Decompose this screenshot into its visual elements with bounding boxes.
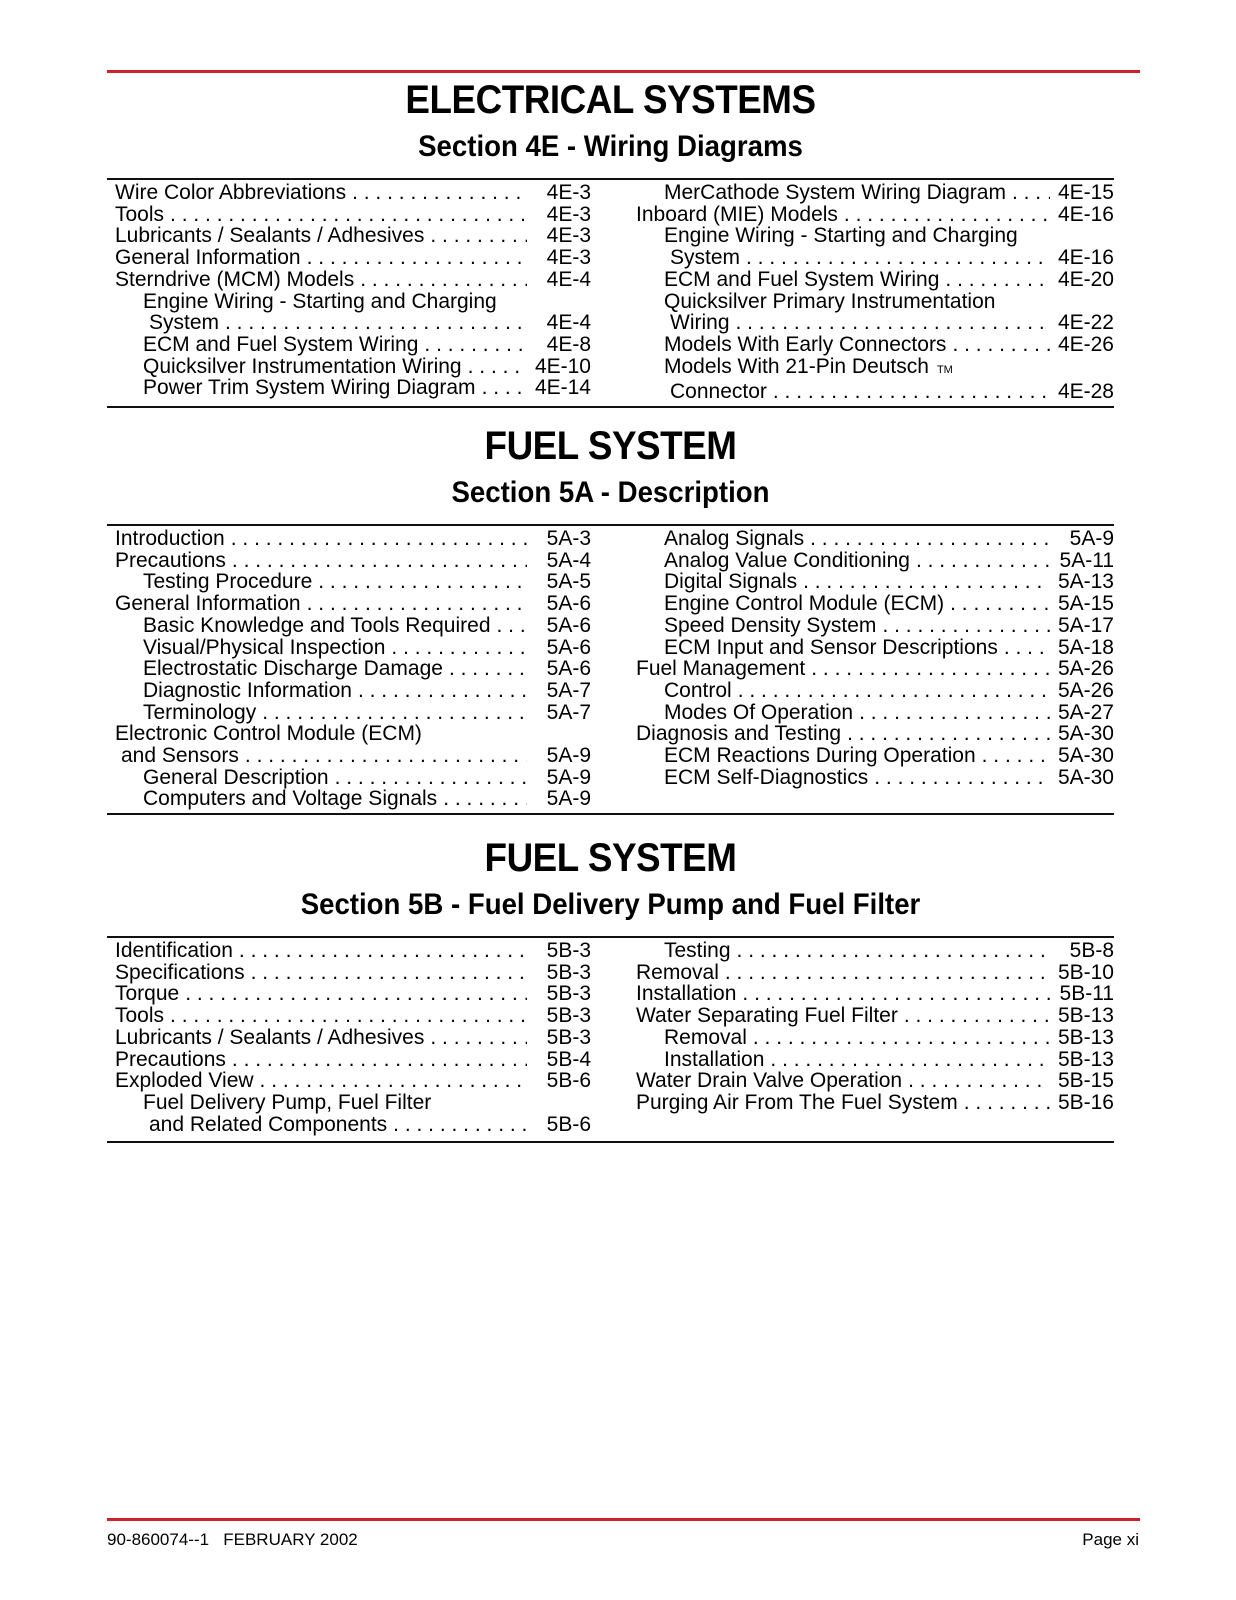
toc-entry[interactable] (636, 983, 1114, 1005)
dot-leader (844, 204, 1050, 226)
toc-entry[interactable] (115, 702, 591, 724)
toc-entry-page: 5A-5 (546, 570, 591, 594)
toc-entry-title: System (149, 311, 220, 335)
toc-entry-title: Testing (664, 939, 731, 962)
toc-entry[interactable] (115, 983, 591, 1005)
toc-entry-title: ECM and Fuel System Wiring (664, 267, 940, 291)
toc-entry-title: Installation (664, 1047, 765, 1071)
toc-entry[interactable] (636, 745, 1114, 767)
footer-doc-info (107, 1530, 358, 1550)
dot-leader (964, 1092, 1050, 1114)
toc-entry-page: 5A-4 (546, 548, 591, 572)
toc-entry-page: 5B-3 (546, 1025, 591, 1049)
doc-number: 90-860074--1 (107, 1530, 210, 1549)
dot-leader (225, 312, 527, 334)
toc-entry-page: 5A-30 (1057, 722, 1114, 746)
toc-entry-title: Engine Wiring - Starting and Charging (664, 224, 1018, 248)
toc-entry-title: Exploded View (115, 1069, 254, 1093)
toc-entry[interactable] (636, 658, 1114, 680)
toc-entry-title: ECM Reactions During Operation (664, 744, 976, 768)
toc-entry-title: General Description (143, 765, 329, 789)
toc-entry-title: General Information (115, 592, 301, 616)
toc-entry[interactable] (115, 745, 591, 767)
section-title: Section 4E - Wiring Diagrams (418, 130, 803, 163)
toc-entry[interactable] (115, 334, 591, 356)
toc-entry[interactable] (636, 767, 1114, 789)
toc-entry-title: System (670, 246, 741, 270)
toc-entry[interactable] (636, 182, 1114, 204)
toc-entry-page: 4E-3 (546, 224, 591, 248)
dot-leader (443, 788, 527, 810)
section-rule (107, 1141, 1114, 1143)
dot-leader (239, 940, 527, 962)
toc-right-column (636, 528, 1114, 810)
footer-red-rule (107, 1518, 1140, 1521)
toc-entry-title: Visual/Physical Inspection (143, 635, 386, 659)
toc-entry[interactable] (115, 269, 591, 291)
dot-leader (847, 723, 1050, 745)
toc-entry[interactable] (636, 1005, 1114, 1027)
toc-entry-page: 5B-3 (546, 982, 591, 1006)
toc-entry-title: Analog Signals (664, 527, 805, 550)
toc-entry-title: ECM Self-Diagnostics (664, 765, 869, 789)
dot-leader (803, 571, 1050, 593)
toc-entry[interactable] (115, 528, 591, 550)
dot-leader (360, 269, 527, 291)
toc-entry[interactable] (636, 962, 1114, 984)
toc-entry-title: Lubricants / Sealants / Adhesives (115, 1025, 425, 1049)
toc-entry[interactable] (636, 637, 1114, 659)
dot-leader (185, 983, 527, 1005)
toc-entry-page: 4E-20 (1057, 267, 1114, 291)
dot-leader (318, 571, 527, 593)
toc-entry[interactable] (115, 962, 591, 984)
toc-entry-title: Testing Procedure (143, 570, 313, 594)
chapter-title: FUEL SYSTEM (484, 836, 737, 880)
toc-entry-page: 4E-8 (546, 332, 591, 356)
page-number: Page xi (1082, 1530, 1139, 1549)
dot-leader (170, 204, 527, 226)
toc-entry-title: Engine Control Module (ECM) (664, 592, 945, 616)
toc-entry-page: 5A-6 (546, 592, 591, 616)
toc-entry-page: 5B-16 (1057, 1090, 1114, 1114)
toc-entry-page: 5A-7 (546, 678, 591, 702)
dot-leader (737, 940, 1050, 962)
toc-entry-page: 4E-4 (546, 311, 591, 335)
toc-right-column (636, 940, 1114, 1135)
dot-leader (449, 658, 527, 680)
dot-leader (430, 1027, 527, 1049)
toc-entry[interactable] (115, 593, 591, 615)
toc-entry-page: 5A-6 (546, 635, 591, 659)
toc-entry[interactable] (115, 225, 591, 247)
section-title: Section 5B - Fuel Delivery Pump and Fuel Filter (300, 888, 921, 921)
toc-entry-title: Lubricants / Sealants / Adhesives (115, 224, 425, 248)
toc-entry[interactable] (115, 940, 591, 962)
toc-section-4e (107, 78, 1114, 408)
dot-leader (746, 247, 1050, 269)
toc-entry[interactable] (115, 571, 591, 593)
dot-leader (738, 680, 1050, 702)
dot-leader (335, 767, 527, 789)
toc-entry-title: Sterndrive (MCM) Models (115, 267, 355, 291)
toc-entry-title: Models With 21-Pin Deutsch (664, 354, 929, 378)
dot-leader (262, 702, 527, 724)
toc-entry[interactable] (636, 1049, 1114, 1071)
toc-entry-page: 5A-27 (1057, 700, 1114, 724)
dot-leader (982, 745, 1050, 767)
dot-leader (859, 702, 1050, 724)
toc-entry-page: 5A-11 (1059, 548, 1114, 572)
toc-section-5b (107, 836, 1114, 1143)
toc-entry-title: Specifications (115, 960, 245, 984)
toc-entry-page: 5A-9 (1069, 527, 1114, 550)
toc-entry-title: Tools (115, 202, 165, 226)
toc-entry-page: 5A-7 (546, 700, 591, 724)
toc-entry[interactable] (115, 312, 591, 334)
dot-leader (736, 312, 1050, 334)
toc-entry-page: 5B-3 (546, 960, 591, 984)
dot-leader (260, 1070, 527, 1092)
toc-entry-page: 5B-15 (1057, 1069, 1114, 1093)
toc-entry-page: 4E-16 (1057, 202, 1114, 226)
trademark-mark: TM (936, 363, 953, 376)
toc-entry-page: 4E-10 (534, 354, 591, 378)
toc-entry-page: 4E-16 (1057, 246, 1114, 270)
toc-entry[interactable] (636, 615, 1114, 637)
dot-leader (430, 225, 527, 247)
toc-entry[interactable] (636, 571, 1114, 593)
toc-entry[interactable] (636, 381, 1114, 403)
toc-entry[interactable] (636, 356, 1114, 382)
toc-entry[interactable] (636, 940, 1114, 962)
dot-leader (742, 983, 1050, 1005)
dot-leader (1012, 182, 1050, 204)
toc-entry-title: Models With Early Connectors (664, 332, 947, 356)
dot-leader (232, 550, 527, 572)
toc-entry-title: Diagnostic Information (143, 678, 352, 702)
toc-entry-page: 5B-8 (1069, 939, 1114, 962)
toc-entry-title: Precautions (115, 1047, 226, 1071)
dot-leader (874, 767, 1050, 789)
dot-leader (231, 528, 527, 550)
toc-entry-page: 5A-26 (1057, 657, 1114, 681)
toc-entry-title: Modes Of Operation (664, 700, 854, 724)
toc-entry[interactable] (636, 702, 1114, 724)
dot-leader (352, 182, 527, 204)
toc-entry[interactable] (115, 658, 591, 680)
toc-entry[interactable] (636, 593, 1114, 615)
dot-leader (753, 1027, 1050, 1049)
toc-entry-page: 5A-6 (546, 657, 591, 681)
toc-entry-title: Electronic Control Module (ECM) (115, 722, 422, 746)
toc-entry-title: Electrostatic Discharge Damage (143, 657, 443, 681)
dot-leader (950, 593, 1050, 615)
toc-entry-page: 4E-15 (1057, 181, 1114, 204)
toc-entry-page: 4E-3 (546, 246, 591, 270)
toc-entry-title: Tools (115, 1004, 165, 1028)
toc-entry[interactable] (115, 182, 591, 204)
toc-entry-title: Precautions (115, 548, 226, 572)
toc-entry-page: 4E-22 (1057, 311, 1114, 335)
dot-leader (424, 334, 527, 356)
toc-entry-page: 5A-30 (1057, 765, 1114, 789)
toc-entry-title: Basic Knowledge and Tools Required (143, 613, 491, 637)
dot-leader (170, 1005, 527, 1027)
toc-entry[interactable] (115, 767, 591, 789)
dot-leader (952, 334, 1050, 356)
toc-entry-title: Computers and Voltage Signals (143, 787, 438, 811)
toc-left-column (107, 182, 591, 403)
toc-entry-page: 5B-13 (1057, 1025, 1114, 1049)
dot-leader (232, 1049, 527, 1071)
toc-entry[interactable] (636, 204, 1114, 226)
toc-entry-title: Identification (115, 939, 233, 962)
dot-leader (468, 356, 527, 378)
toc-entry-title: Fuel Management (636, 657, 806, 681)
toc-entry-page: 4E-14 (534, 376, 591, 400)
dot-leader (916, 550, 1050, 572)
toc-entry-title: Water Separating Fuel Filter (636, 1004, 898, 1028)
dot-leader (908, 1070, 1050, 1092)
toc-entry[interactable] (636, 312, 1114, 334)
toc-entry-title: Fuel Delivery Pump, Fuel Filter (143, 1090, 432, 1114)
toc-entry-page: 5A-13 (1057, 570, 1114, 594)
section-rule (107, 406, 1114, 408)
doc-date: FEBRUARY 2002 (223, 1530, 358, 1549)
dot-leader (810, 528, 1050, 550)
toc-entry[interactable] (636, 723, 1114, 745)
toc-entry-page: 5A-26 (1057, 678, 1114, 702)
dot-leader (307, 593, 527, 615)
toc-left-column (107, 528, 591, 810)
toc-entry[interactable] (115, 1092, 591, 1114)
toc-entry-page: 5B-6 (546, 1069, 591, 1093)
toc-entry-page: 5B-3 (546, 1004, 591, 1028)
toc-entry-title: and Sensors (121, 744, 239, 768)
toc-entry-page: 4E-3 (546, 202, 591, 226)
toc-entry[interactable] (115, 377, 591, 399)
toc-columns (107, 526, 1114, 810)
toc-entry-page: 4E-4 (546, 267, 591, 291)
toc-entry[interactable] (636, 247, 1114, 269)
toc-entry[interactable] (636, 528, 1114, 550)
toc-entry-page: 5A-15 (1057, 592, 1114, 616)
toc-entry[interactable] (636, 1070, 1114, 1092)
toc-entry-page: 5A-30 (1057, 744, 1114, 768)
toc-entry-title: MerCathode System Wiring Diagram (664, 181, 1006, 204)
toc-entry-title: Digital Signals (664, 570, 798, 594)
toc-entry[interactable] (636, 680, 1114, 702)
toc-entry-page: 4E-26 (1057, 332, 1114, 356)
toc-entry[interactable] (636, 550, 1114, 572)
toc-entry[interactable] (636, 291, 1114, 313)
toc-entry-page: 4E-3 (546, 181, 591, 204)
toc-entry[interactable] (636, 225, 1114, 247)
toc-columns (107, 180, 1114, 403)
toc-entry-title: Installation (636, 982, 737, 1006)
toc-entry-title: Wiring (670, 311, 730, 335)
toc-entry-title: Introduction (115, 527, 225, 550)
toc-left-column (107, 940, 591, 1135)
toc-entry[interactable] (636, 269, 1114, 291)
toc-entry-page: 5A-9 (546, 744, 591, 768)
toc-entry[interactable] (115, 680, 591, 702)
toc-entry-page: 5A-6 (546, 613, 591, 637)
toc-entry-title: and Related Components (149, 1112, 388, 1136)
section-rule (107, 813, 1114, 815)
toc-entry-page: 5B-3 (546, 939, 591, 962)
toc-entry-title: Water Drain Valve Operation (636, 1069, 903, 1093)
toc-entry[interactable] (115, 247, 591, 269)
toc-entry-page: 4E-28 (1057, 380, 1114, 404)
dot-leader (945, 269, 1050, 291)
dot-leader (391, 637, 527, 659)
toc-entry-page: 5B-4 (546, 1047, 591, 1071)
section-title: Section 5A - Description (451, 476, 770, 509)
dot-leader (245, 745, 527, 767)
toc-entry[interactable] (115, 1070, 591, 1092)
toc-entry-title: Engine Wiring - Starting and Charging (143, 289, 497, 313)
toc-entry-title: Quicksilver Primary Instrumentation (664, 289, 996, 313)
toc-entry[interactable] (115, 1027, 591, 1049)
toc-entry-title: Purging Air From The Fuel System (636, 1090, 958, 1114)
toc-entry-title: Inboard (MIE) Models (636, 202, 838, 226)
toc-entry[interactable] (636, 1027, 1114, 1049)
toc-entry[interactable] (115, 356, 591, 378)
toc-entry[interactable] (115, 637, 591, 659)
toc-entry[interactable] (115, 788, 591, 810)
toc-entry-page: 5A-17 (1057, 613, 1114, 637)
toc-entry-page: 5A-9 (546, 787, 591, 811)
toc-entry-page: 5B-6 (546, 1112, 591, 1136)
dot-leader (358, 680, 527, 702)
dot-leader (725, 962, 1050, 984)
toc-entry-title: Quicksilver Instrumentation Wiring (143, 354, 462, 378)
toc-entry[interactable] (636, 334, 1114, 356)
toc-entry-title: Control (664, 678, 732, 702)
dot-leader (882, 615, 1050, 637)
toc-entry-title: Removal (664, 1025, 747, 1049)
toc-entry[interactable] (115, 723, 591, 745)
toc-entry-title: Torque (115, 982, 180, 1006)
toc-entry[interactable] (115, 1049, 591, 1071)
toc-entry-title: Diagnosis and Testing (636, 722, 842, 746)
toc-right-column (636, 182, 1114, 403)
dot-leader (773, 381, 1050, 403)
toc-entry-title: Speed Density System (664, 613, 877, 637)
toc-entry[interactable] (115, 204, 591, 226)
toc-entry-title: Wire Color Abbreviations (115, 181, 347, 204)
toc-entry[interactable] (115, 550, 591, 572)
toc-entry-title: ECM and Fuel System Wiring (143, 332, 419, 356)
toc-entry[interactable] (115, 1005, 591, 1027)
dot-leader (393, 1114, 527, 1136)
header-red-rule (107, 70, 1140, 73)
toc-entry-title: General Information (115, 246, 301, 270)
toc-entry-page: 5A-3 (546, 527, 591, 550)
toc-entry-page: 5A-18 (1057, 635, 1114, 659)
toc-entry-page: 5B-11 (1059, 982, 1114, 1006)
toc-entry-title: Terminology (143, 700, 257, 724)
dot-leader (811, 658, 1050, 680)
chapter-title: ELECTRICAL SYSTEMS (405, 78, 816, 122)
toc-entry-page: 5B-13 (1057, 1004, 1114, 1028)
dot-leader (251, 962, 527, 984)
toc-entry[interactable] (115, 615, 591, 637)
toc-entry-title: ECM Input and Sensor Descriptions (664, 635, 998, 659)
toc-section-5a (107, 424, 1114, 815)
dot-leader (482, 377, 527, 399)
toc-entry-page: 5A-9 (546, 765, 591, 789)
toc-entry[interactable] (636, 1092, 1114, 1114)
toc-entry-page: 5B-13 (1057, 1047, 1114, 1071)
toc-entry-title: Connector (670, 380, 767, 404)
toc-entry-title: Power Trim System Wiring Diagram (143, 376, 476, 400)
toc-entry-title: Removal (636, 960, 719, 984)
toc-columns (107, 938, 1114, 1135)
toc-entry-title: Analog Value Conditioning (664, 548, 910, 572)
chapter-title: FUEL SYSTEM (484, 424, 737, 468)
toc-entry-page: 5B-10 (1057, 960, 1114, 984)
toc-entry[interactable] (115, 291, 591, 313)
dot-leader (770, 1049, 1050, 1071)
dot-leader (497, 615, 527, 637)
dot-leader (307, 247, 527, 269)
dot-leader (904, 1005, 1050, 1027)
dot-leader (1004, 637, 1050, 659)
toc-entry[interactable] (115, 1114, 591, 1136)
